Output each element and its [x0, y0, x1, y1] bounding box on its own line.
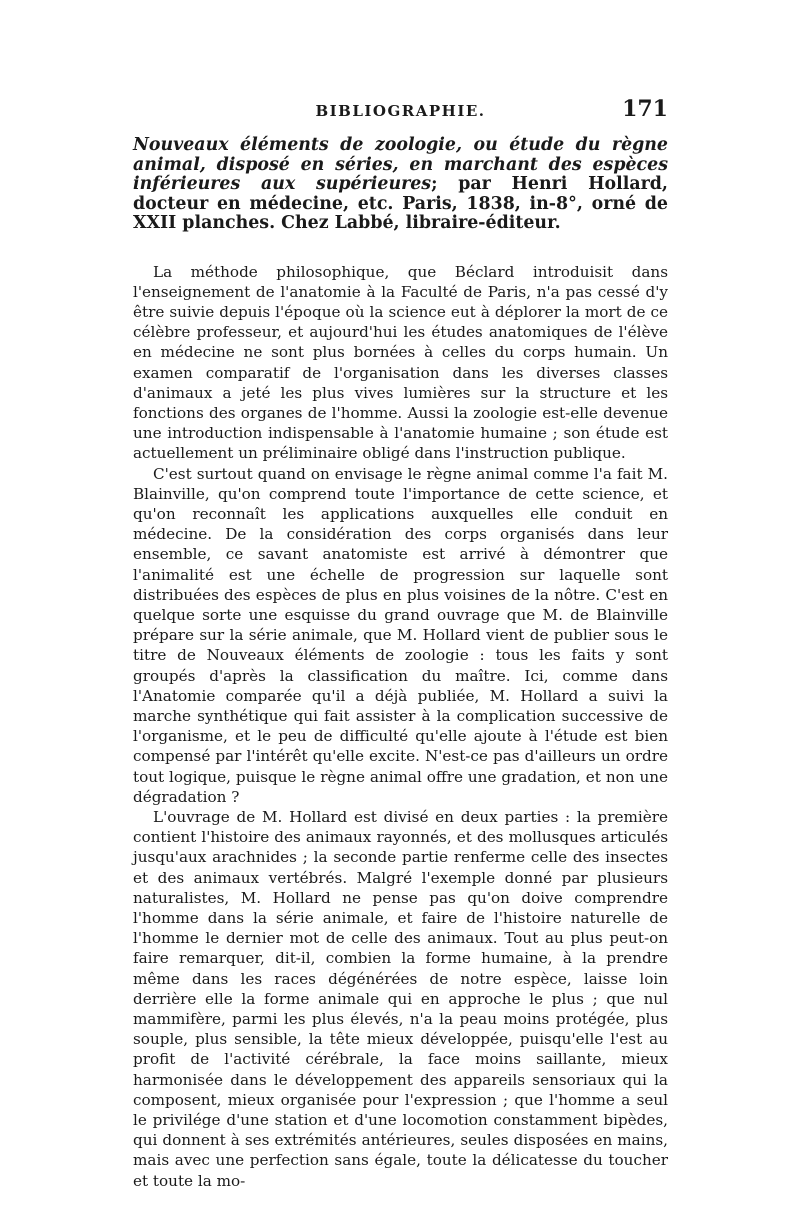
bibliographic-entry — [133, 136, 668, 234]
book-page — [133, 96, 668, 1190]
running-title: BIBLIOGRAPHIE. — [315, 102, 486, 120]
book-title: Nouveaux éléments de zoologie, ou étude du règne animal, disposé en séries, en marchant des espèces inférieures aux supérieures — [133, 135, 668, 194]
running-head — [133, 96, 668, 126]
paragraph-2: C'est surtout quand on envisage le règne animal comme l'a fait M. Blainville, qu'on comprend toute l'importance de cette science, et qu'on reconnaît les applications auxquelles elle conduit en médecine. De la considération des corps organisés dans leur ensemble, ce savant anatomiste est arrivé à démontrer que l'animalité est une échelle de progression sur laquelle sont distribuées des espèces de plus en plus voisines de la nôtre. C'est en quelque sorte une esquisse du grand ouvrage que M. de Blainville prépare sur la série animale, que M. Hollard vient de publier sous le titre de Nouveaux éléments de zoologie : tous les faits y sont groupés d'après la classification du maître. Ici, comme dans l'Anatomie comparée qu'il a déjà publiée, M. Hollard a suivi la marche synthétique qui fait assister à la complication successive de l'organisme, et le peu de difficulté qu'elle ajoute à l'étude est bien compensé par l'intérêt qu'elle excite. N'est-ce pas d'ailleurs un ordre tout logique, puisque le règne animal offre une gradation, et non une dégradation ? — [133, 464, 668, 806]
page-number: 171 — [622, 96, 668, 122]
paragraph-3: L'ouvrage de M. Hollard est divisé en deux parties : la première contient l'histoire des animaux rayonnés, et des mollusques articulés jusqu'aux arachnides ; la seconde partie renferme celle des insectes et des animaux vertébrés. Malgré l'exemple donné par plusieurs naturalistes, M. Hollard ne pense pas qu'on doive comprendre l'homme dans la série animale, et faire de l'histoire naturelle de l'homme le dernier mot de celle des animaux. Tout au plus peut-on faire remarquer, dit-il, combien la forme humaine, à la prendre même dans les races dégénérées de notre espèce, laisse loin derrière elle la forme animale qui en approche le plus ; que nul mammifère, parmi les plus élevés, n'a la peau moins protégée, plus souple, plus sensible, la tête mieux développée, puisqu'elle l'est au profit de l'activité cérébrale, la face moins saillante, mieux harmonisée dans le développement des appareils sensoriaux qui la composent, mieux organisée pour l'expression ; que l'homme a seul le privilége d'une station et d'une locomotion constamment bipèdes, qui donnent à ses extrémités antérieures, seules disposées en mains, mais avec une perfection sans égale, toute la délicatesse du toucher et toute la mo- — [133, 807, 668, 1190]
book-details: ; par Henri Hollard, docteur en médecine, etc. Paris, 1838, in-8°, orné de XXII planches. Chez Labbé, libraire-éditeur. — [133, 174, 668, 233]
paragraph-1: La méthode philosophique, que Béclard introduisit dans l'enseignement de l'anatomie à la Faculté de Paris, n'a pas cessé d'y être suivie depuis l'époque où la science eut à déplorer la mort de ce célèbre professeur, et aujourd'hui les études anatomiques de l'élève en médecine ne sont plus bornées à celles du corps humain. Un examen comparatif de l'organisation dans les diverses classes d'animaux a jeté les plus vives lumières sur la structure et les fonctions des organes de l'homme. Aussi la zoologie est-elle devenue une introduction indispensable à l'anatomie humaine ; son étude est actuellement un préliminaire obligé dans l'instruction publique. — [133, 262, 668, 463]
